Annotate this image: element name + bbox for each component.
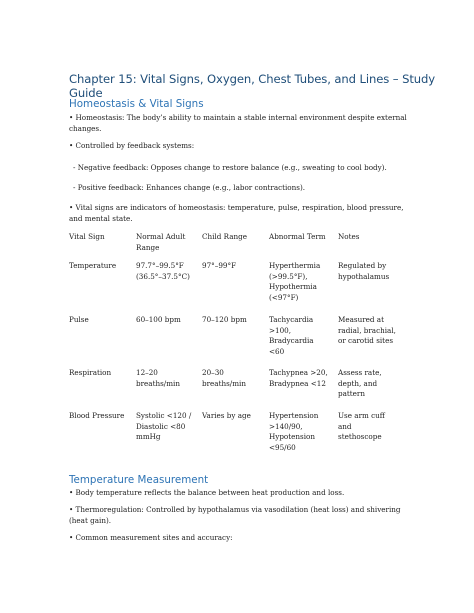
table-cell: Systolic <120 / Diastolic <80 mmHg <box>136 411 192 442</box>
table-cell: 12–20 breaths/min <box>136 368 180 388</box>
paragraph-homeostasis-definition: • Homeostasis: The body’s ability to maintain a stable internal environment despite external changes. <box>69 113 407 133</box>
paragraph-body-temperature: • Body temperature reflects the balance between heat production and loss. <box>69 488 345 497</box>
table-cell: Tachycardia >100, Bradycardia <60 <box>269 315 314 356</box>
table-cell: Blood Pressure <box>69 411 125 420</box>
table-cell: 97.7°–99.5°F (36.5°–37.5°C) <box>136 261 190 281</box>
table-cell: Tachypnea >20, Bradypnea <12 <box>269 368 328 388</box>
paragraph-thermoregulation: • Thermoregulation: Controlled by hypothalamus via vasodilation (heat loss) and shivering (heat gain). <box>69 505 401 525</box>
table-cell: 97°–99°F <box>202 261 237 270</box>
section-heading-homeostasis: Homeostasis & Vital Signs <box>69 98 204 110</box>
paragraph-positive-feedback: - Positive feedback: Enhances change (e.g., labor contractions). <box>73 183 306 192</box>
table-header-cell: Child Range <box>202 232 247 241</box>
table-cell: Temperature <box>69 261 117 270</box>
paragraph-feedback-systems: • Controlled by feedback systems: <box>69 141 195 150</box>
table-cell: 20–30 breaths/min <box>202 368 246 388</box>
paragraph-vital-signs-indicators: • Vital signs are indicators of homeostasis: temperature, pulse, respiration, blood pressure, and mental state. <box>69 203 404 223</box>
table-cell: Respiration <box>69 368 112 377</box>
table-cell: Use arm cuff and stethoscope <box>338 411 385 442</box>
table-cell: 70–120 bpm <box>202 315 247 324</box>
table-header-cell: Abnormal Term <box>269 232 326 241</box>
table-cell: Hyperthermia (>99.5°F), Hypothermia (<97°F) <box>269 261 321 302</box>
table-cell: Regulated by hypothalamus <box>338 261 390 281</box>
paragraph-negative-feedback: - Negative feedback: Opposes change to restore balance (e.g., sweating to cool body). <box>73 163 387 172</box>
section-heading-temperature: Temperature Measurement <box>69 474 209 486</box>
document-title: Chapter 15: Vital Signs, Oxygen, Chest Tubes, and Lines – Study Guide <box>69 72 436 100</box>
table-header-cell: Normal Adult Range <box>136 232 186 252</box>
table-cell: Assess rate, depth, and pattern <box>338 368 382 399</box>
table-header-cell: Notes <box>338 232 360 241</box>
table-cell: 60–100 bpm <box>136 315 181 324</box>
paragraph-measurement-sites: • Common measurement sites and accuracy: <box>69 533 233 542</box>
table-header-cell: Vital Sign <box>69 232 105 241</box>
table-cell: Varies by age <box>202 411 251 420</box>
table-cell: Hypertension >140/90, Hypotension <95/60 <box>269 411 319 452</box>
table-cell: Measured at radial, brachial, or carotid sites <box>338 315 396 346</box>
table-cell: Pulse <box>69 315 89 324</box>
